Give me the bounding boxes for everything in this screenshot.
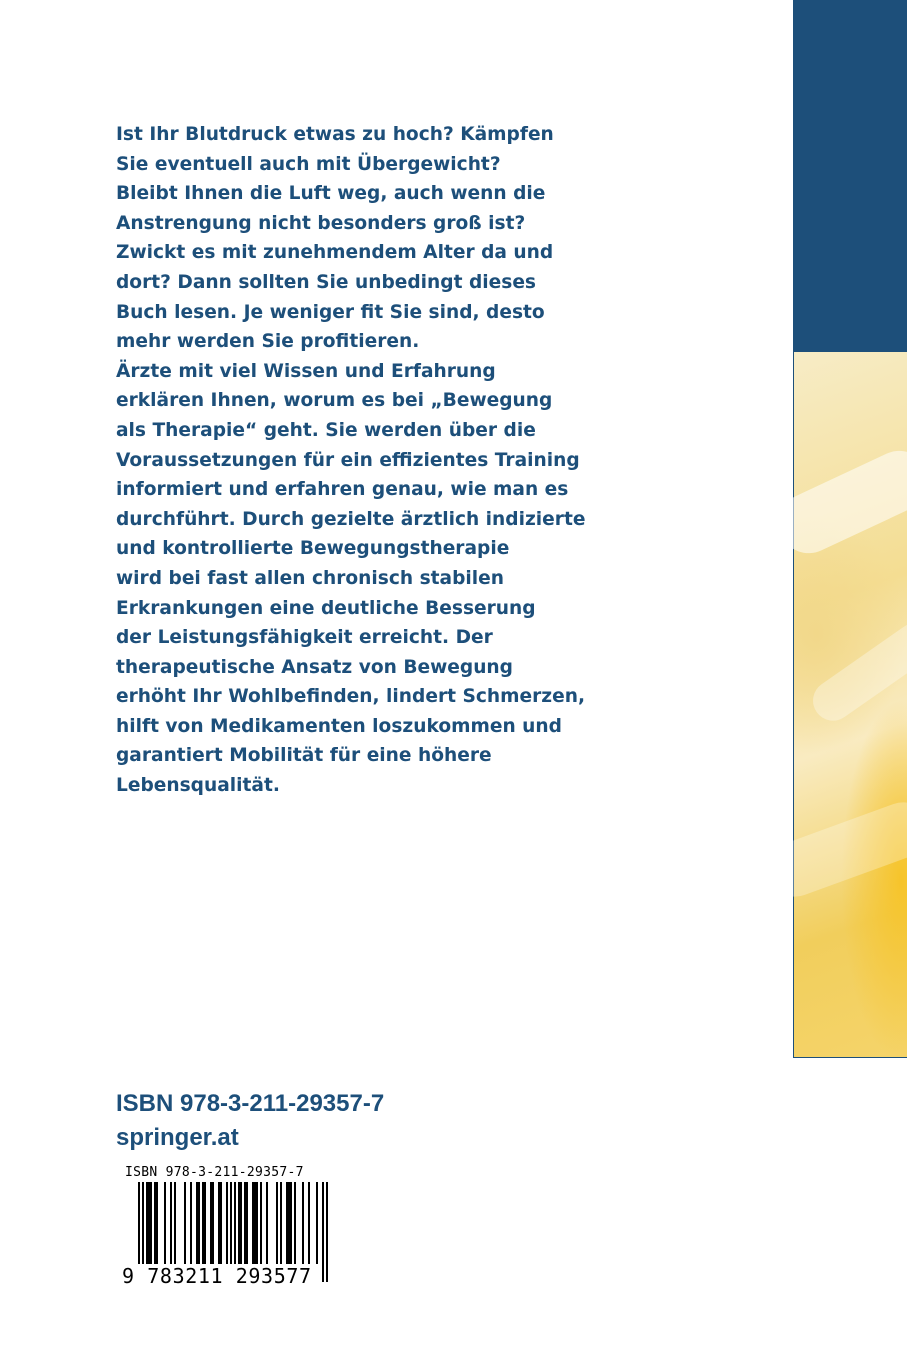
barcode-bar	[302, 1182, 304, 1264]
spine-cover-artwork	[793, 352, 907, 1058]
barcode-bar	[196, 1182, 198, 1264]
blurb-line: Ärzte mit viel Wissen und Erfahrung	[116, 360, 496, 382]
blurb-line: Erkrankungen eine deutliche Besserung	[116, 597, 536, 619]
barcode-bar	[170, 1182, 172, 1264]
barcode-bar	[316, 1182, 318, 1264]
blurb-line: dort? Dann sollten Sie unbedingt dieses	[116, 271, 537, 293]
barcode-bar	[266, 1182, 268, 1264]
blurb-line: Voraussetzungen für ein effizientes Training	[116, 449, 580, 471]
barcode-bar	[260, 1182, 262, 1264]
isbn-label: ISBN 978-3-211-29357-7	[116, 1090, 385, 1117]
spine-color-band	[793, 0, 907, 352]
blurb-line: Ist Ihr Blutdruck etwas zu hoch? Kämpfen	[116, 124, 554, 145]
barcode-bar	[280, 1182, 282, 1264]
blurb-line: mehr werden Sie profitieren.	[116, 331, 420, 353]
barcode-bar	[204, 1182, 206, 1264]
barcode-bar	[218, 1182, 220, 1264]
barcode-bar	[322, 1182, 324, 1282]
barcode-bar	[212, 1182, 214, 1264]
barcode-bar	[174, 1182, 176, 1264]
blurb-line: durchführt. Durch gezielte ärztlich indizierte	[116, 508, 586, 530]
barcode-bar	[276, 1182, 278, 1264]
blurb-line: erklären Ihnen, worum es bei „Bewegung	[116, 390, 553, 412]
barcode-bar	[184, 1182, 186, 1264]
barcode-bar	[202, 1182, 204, 1264]
blurb-line: hilft von Medikamenten loszukommen und	[116, 715, 562, 737]
blurb-line: und kontrollierte Bewegungstherapie	[116, 538, 510, 560]
barcode-bar	[254, 1182, 256, 1264]
barcode-bar	[164, 1182, 166, 1264]
blurb-line: wird bei fast allen chronisch stabilen	[116, 567, 504, 589]
blurb-line: Lebensqualität.	[116, 775, 280, 797]
barcode-bar	[198, 1182, 200, 1264]
barcode-bar	[326, 1182, 328, 1282]
barcode-bar	[252, 1182, 254, 1264]
blurb-line: Anstrengung nicht besonders groß ist?	[116, 212, 526, 234]
blurb-line: therapeutische Ansatz von Bewegung	[116, 656, 513, 678]
barcode-bar	[238, 1182, 240, 1264]
blurb-line: Sie eventuell auch mit Übergewicht?	[116, 153, 501, 175]
blurb-line: der Leistungsfähigkeit erreicht. Der	[116, 627, 493, 649]
barcode-bar	[190, 1182, 192, 1264]
barcode-bar	[294, 1182, 296, 1264]
barcode-bar	[220, 1182, 222, 1264]
barcode-bar	[146, 1182, 148, 1264]
blurb-line: erhöht Ihr Wohlbefinden, lindert Schmerzen,	[116, 686, 586, 708]
back-cover-blurb	[116, 120, 636, 801]
barcode-bar	[148, 1182, 150, 1264]
barcode-bar	[210, 1182, 212, 1264]
publisher-url: springer.at	[116, 1124, 239, 1151]
blurb-line: Buch lesen. Je weniger fit Sie sind, desto	[116, 301, 545, 323]
barcode-bar	[288, 1182, 290, 1264]
barcode-bar	[240, 1182, 242, 1264]
barcode-bar	[244, 1182, 246, 1264]
blurb-line: Bleibt Ihnen die Luft weg, auch wenn die	[116, 183, 546, 205]
blurb-line: garantiert Mobilität für eine höhere	[116, 745, 492, 767]
barcode-bar	[156, 1182, 158, 1264]
barcode-digits: 9 783211 293577	[122, 1264, 312, 1288]
blurb-line: als Therapie“ geht. Sie werden über die	[116, 419, 536, 441]
blurb-line: informiert und erfahren genau, wie man es	[116, 479, 569, 501]
barcode-bar	[308, 1182, 310, 1264]
barcode-bar	[256, 1182, 258, 1264]
barcode-bar	[290, 1182, 292, 1264]
barcode-bar	[154, 1182, 156, 1264]
barcode-bar	[246, 1182, 248, 1264]
barcode-bar	[150, 1182, 152, 1264]
barcode-caption: ISBN 978-3-211-29357-7	[125, 1165, 304, 1180]
barcode-bar	[286, 1182, 288, 1264]
blurb-line: Zwickt es mit zunehmendem Alter da und	[116, 242, 554, 264]
isbn-barcode	[116, 1160, 352, 1300]
barcode-bar	[226, 1182, 228, 1264]
